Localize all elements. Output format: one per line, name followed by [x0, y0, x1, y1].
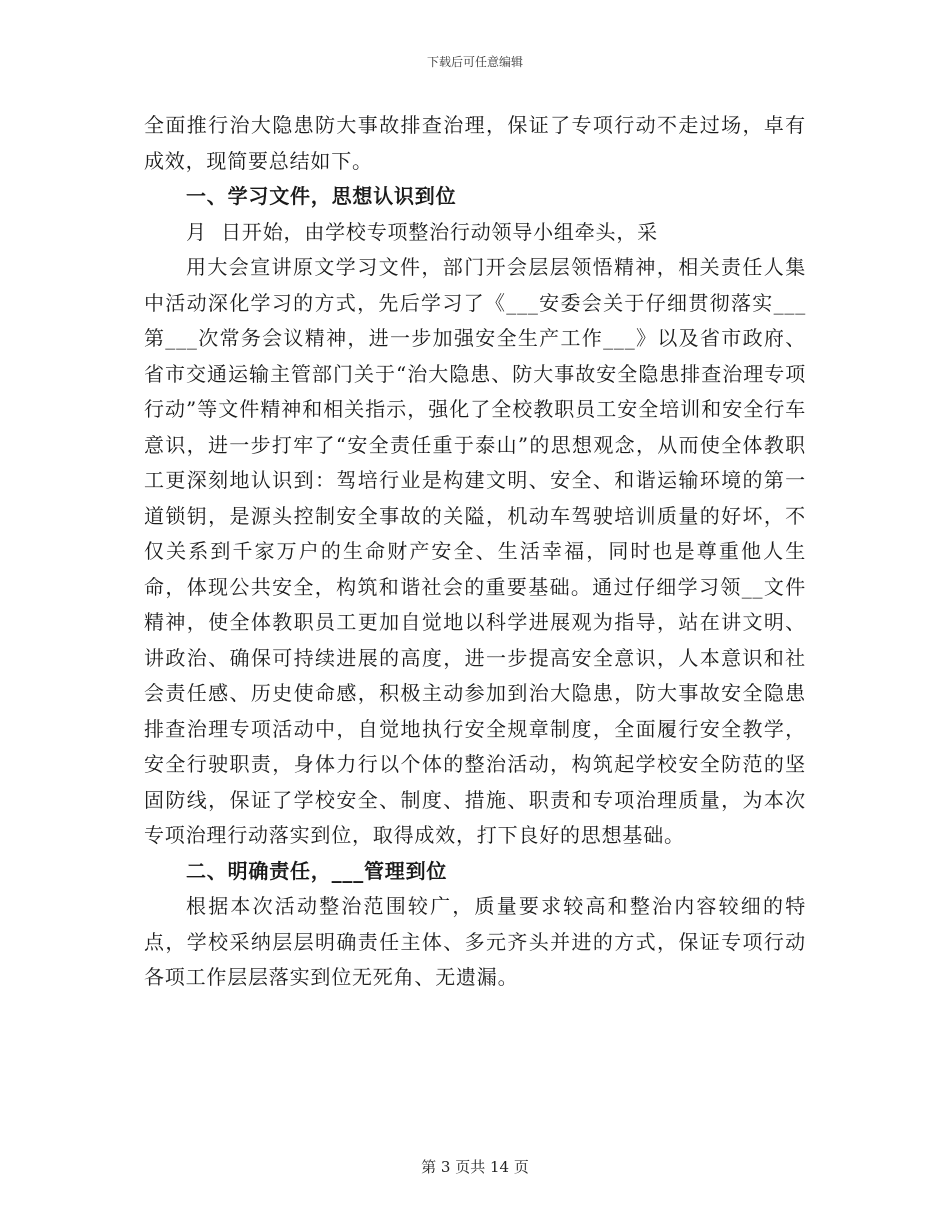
paragraph-intro: 全面推行治大隐患防大事故排查治理，保证了专项行动不走过场，卓有成效，现简要总结如下。	[144, 113, 806, 173]
document-body	[144, 108, 806, 996]
paragraph-date-line: 月 日开始，由学校专项整治行动领导小组牵头，采	[186, 219, 658, 244]
paragraph-responsibility: 根据本次活动整治范围较广，质量要求较高和整治内容较细的特点，学校采纳层层明确责任主体、多元齐头并进的方式，保证专项行动各项工作层层落实到位无死角、无遗漏。	[144, 894, 806, 989]
section-heading-1: 一、学习文件，思想认识到位	[186, 184, 457, 208]
paragraph-study-documents: 用大会宣讲原文学习文件，部门开会层层领悟精神，相关责任人集中活动深化学习的方式，先后学习了《___安委会关于仔细贯彻落实___第___次常务会议精神，进一步加强安全生产工作___》以及省市政府、省市交通运输主管部门关于“治大隐患、防大事故安全隐患排查治理专项行动”等文件精神和相关指示，强化了全校教职员工安全培训和安全行车意识，进一步打牢了“安全责任重于泰山”的思想观念，从而使全体教职工更深刻地认识到：驾培行业是构建文明、安全、和谐运输环境的第一道锁钥，是源头控制安全事故的关隘，机动车驾驶培训质量的好坏，不仅关系到千家万户的生命财产安全、生活幸福，同时也是尊重他人生命，体现公共安全，构筑和谐社会的重要基础。通过仔细学习领__文件精神，使全体教职员工更加自觉地以科学进展观为指导，站在讲文明、讲政治、确保可持续进展的高度，进一步提高安全意识，人本意识和社会责任感、历史使命感，积极主动参加到治大隐患，防大事故安全隐患排查治理专项活动中，自觉地执行安全规章制度，全面履行安全教学，安全行驶职责，身体力行以个体的整治活动，构筑起学校安全防范的坚固防线，保证了学校安全、制度、措施、职责和专项治理质量，为本次专项治理行动落实到位，取得成效，打下良好的思想基础。	[144, 255, 806, 847]
page-number: 第 3 页共 14 页	[421, 1158, 529, 1176]
section-heading-2: 二、明确责任，___管理到位	[186, 858, 448, 883]
page-header-note: 下载后可任意编辑	[426, 55, 523, 69]
